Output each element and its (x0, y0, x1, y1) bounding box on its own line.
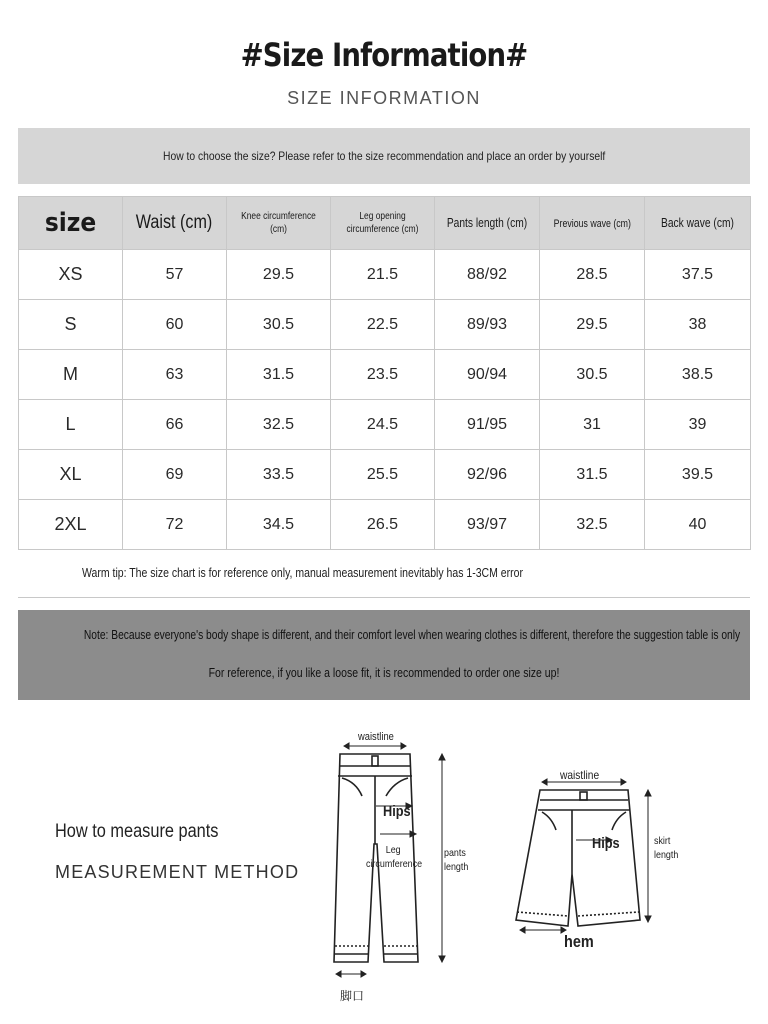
cell-knee: 32.5 (227, 400, 331, 450)
cell-knee: 29.5 (227, 250, 331, 300)
cell-leg-opening: 23.5 (331, 350, 435, 400)
cell-waist: 63 (123, 350, 227, 400)
measure-subtitle: MEASUREMENT METHOD (55, 862, 300, 882)
table-row (19, 300, 751, 350)
cell-pants-length: 92/96 (435, 450, 540, 500)
cell-leg-opening: 22.5 (331, 300, 435, 350)
cell-knee: 31.5 (227, 350, 331, 400)
cell-waist: 57 (123, 250, 227, 300)
shorts-waistline-label: waistline (560, 768, 600, 782)
page-subtitle: SIZE INFORMATION (287, 88, 481, 108)
table-row (19, 250, 751, 300)
note-line-2: For reference, if you like a loose fit, it is recommended to order one size up! (208, 666, 560, 680)
cell-waist: 72 (123, 500, 227, 550)
shorts-hem-label: hem (564, 932, 594, 951)
cell-size: 2XL (19, 500, 123, 550)
cell-pants-length: 90/94 (435, 350, 540, 400)
cell-waist: 60 (123, 300, 227, 350)
cell-pants-length: 89/93 (435, 300, 540, 350)
table-row (19, 450, 751, 500)
header-back-wave: Back wave (cm) (645, 197, 751, 250)
note-banner (18, 610, 750, 700)
cell-previous-wave: 29.5 (540, 300, 645, 350)
header-leg-opening: Leg opening circumference (cm) (331, 197, 435, 250)
cell-previous-wave: 28.5 (540, 250, 645, 300)
pants-leg-circumference-label: Leg circumference (366, 844, 423, 870)
size-guide-banner (18, 128, 750, 184)
cell-leg-opening: 25.5 (331, 450, 435, 500)
cell-size: L (19, 400, 123, 450)
pants-length-label: pants length (444, 847, 469, 873)
shorts-diagram-icon (500, 764, 670, 936)
table-row (19, 350, 751, 400)
header-previous-wave: Previous wave (cm) (540, 197, 645, 250)
pants-hips-label: Hips (383, 803, 411, 820)
cell-knee: 30.5 (227, 300, 331, 350)
cell-back-wave: 39.5 (645, 450, 751, 500)
size-table (18, 196, 751, 550)
cell-leg-opening: 26.5 (331, 500, 435, 550)
size-guide-text: How to choose the size? Please refer to the size recommendation and place an order by yourself (162, 149, 606, 163)
cell-leg-opening: 21.5 (331, 250, 435, 300)
cell-leg-opening: 24.5 (331, 400, 435, 450)
table-row (19, 400, 751, 450)
cell-back-wave: 37.5 (645, 250, 751, 300)
cell-previous-wave: 32.5 (540, 500, 645, 550)
divider (18, 597, 750, 598)
cell-waist: 66 (123, 400, 227, 450)
cell-back-wave: 40 (645, 500, 751, 550)
cell-size: S (19, 300, 123, 350)
note-line-1: Note: Because everyone's body shape is different, and their comfort level when wearing clothes is different, therefore the suggestion table is only (83, 628, 741, 642)
cell-back-wave: 38.5 (645, 350, 751, 400)
cell-pants-length: 91/95 (435, 400, 540, 450)
cell-knee: 34.5 (227, 500, 331, 550)
shorts-hips-label: Hips (592, 835, 620, 852)
cell-size: XS (19, 250, 123, 300)
pants-waistline-label: waistline (358, 731, 394, 743)
table-header-row (19, 197, 751, 250)
header-waist: Waist (cm) (123, 197, 227, 250)
cell-back-wave: 38 (645, 300, 751, 350)
pants-hem-label: 脚口 (340, 989, 365, 1003)
cell-back-wave: 39 (645, 400, 751, 450)
cell-size: M (19, 350, 123, 400)
header-pants-length: Pants length (cm) (435, 197, 540, 250)
cell-previous-wave: 30.5 (540, 350, 645, 400)
cell-previous-wave: 31 (540, 400, 645, 450)
shorts-skirt-length-label: skirt length (654, 835, 679, 861)
cell-pants-length: 93/97 (435, 500, 540, 550)
cell-pants-length: 88/92 (435, 250, 540, 300)
cell-size: XL (19, 450, 123, 500)
table-row (19, 500, 751, 550)
header-size: size (19, 197, 123, 250)
measure-title: How to measure pants (55, 821, 219, 842)
cell-previous-wave: 31.5 (540, 450, 645, 500)
page-title: #Size Information# (240, 36, 528, 74)
warm-tip: Warm tip: The size chart is for reference only, manual measurement inevitably has 1-3CM error (82, 566, 523, 580)
cell-waist: 69 (123, 450, 227, 500)
cell-knee: 33.5 (227, 450, 331, 500)
header-knee: Knee circumference (cm) (227, 197, 331, 250)
